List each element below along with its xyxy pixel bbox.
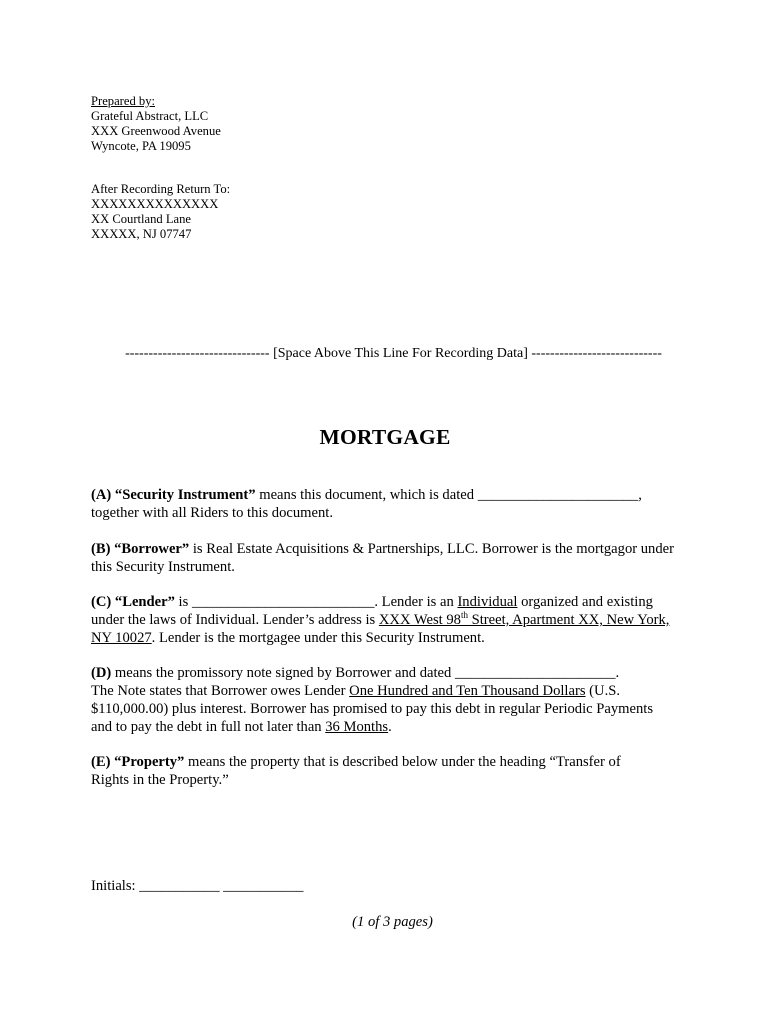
prepared-by-line: Grateful Abstract, LLC bbox=[91, 109, 209, 123]
definition-text: means the property that is described below under the heading “Transfer of bbox=[184, 754, 621, 770]
definition-text: this Security Instrument. bbox=[91, 559, 235, 575]
recording-data-divider: ------------------------------- [Space Above This Line For Recording Data] ---------------------------- bbox=[125, 346, 662, 361]
definition-note bbox=[91, 664, 701, 736]
definition-text: organized and existing bbox=[517, 594, 653, 610]
definition-text: means this document, which is dated bbox=[255, 487, 478, 503]
definition-text: and to pay the debt in full not later than bbox=[91, 719, 326, 735]
date-blank: ______________________ bbox=[477, 487, 639, 503]
lender-name-blank: _________________________ bbox=[191, 594, 375, 610]
definition-property bbox=[91, 753, 701, 789]
definition-label: (D) bbox=[91, 665, 112, 681]
definition-text: $110,000.00) plus interest. Borrower has promised to pay this debt in regular Periodic Payments bbox=[91, 701, 654, 717]
definition-label: (B) “Borrower” bbox=[91, 541, 190, 557]
return-to-line: XXXXX, NJ 07747 bbox=[91, 227, 192, 241]
return-to-heading: After Recording Return To: bbox=[91, 182, 231, 196]
document-title: MORTGAGE bbox=[319, 425, 451, 449]
definition-borrower bbox=[91, 540, 701, 576]
initials-label: Initials: bbox=[91, 878, 140, 894]
lender-address-zip: NY 10027 bbox=[91, 630, 152, 646]
lender-address bbox=[379, 612, 670, 628]
definition-text: Rights in the Property.” bbox=[91, 772, 229, 788]
address-superscript: th bbox=[460, 610, 468, 621]
initials-line bbox=[91, 878, 303, 895]
prepared-by-block bbox=[91, 94, 221, 154]
loan-amount-words: One Hundred and Ten Thousand Dollars bbox=[349, 683, 586, 699]
punctuation: . bbox=[388, 719, 392, 735]
page-number-footer: (1 of 3 pages) bbox=[352, 914, 433, 930]
return-to-line: XXXXXXXXXXXXXX bbox=[91, 197, 219, 211]
definition-text: is bbox=[174, 594, 192, 610]
return-to-line: XX Courtland Lane bbox=[91, 212, 192, 226]
definition-text: (U.S. bbox=[585, 683, 620, 699]
prepared-by-heading: Prepared by: bbox=[91, 94, 155, 108]
initials-blanks: ___________ ___________ bbox=[139, 878, 304, 894]
address-part: XXX West 98 bbox=[378, 612, 461, 628]
definition-text: is Real Estate Acquisitions & Partnerships, LLC. Borrower is the mortgagor under bbox=[189, 541, 674, 557]
lender-type: Individual bbox=[457, 594, 518, 610]
definition-label: (C) “Lender” bbox=[91, 594, 175, 610]
date-blank: ______________________ bbox=[454, 665, 616, 681]
definition-text: . Lender is an bbox=[374, 594, 458, 610]
definition-text: . Lender is the mortgagee under this Security Instrument. bbox=[151, 630, 485, 646]
loan-term: 36 Months bbox=[325, 719, 389, 735]
definition-text: The Note states that Borrower owes Lender bbox=[91, 683, 350, 699]
prepared-by-line: Wyncote, PA 19095 bbox=[91, 139, 191, 153]
prepared-by-line: XXX Greenwood Avenue bbox=[91, 124, 221, 138]
definition-text: together with all Riders to this document. bbox=[91, 505, 333, 521]
definition-label: (A) “Security Instrument” bbox=[91, 487, 256, 503]
definition-text: under the laws of Individual. Lender’s address is bbox=[91, 612, 379, 628]
punctuation: . bbox=[615, 665, 620, 681]
definition-security-instrument bbox=[91, 486, 701, 522]
address-part: Street, Apartment XX, New York, bbox=[467, 612, 670, 628]
punctuation: , bbox=[638, 487, 642, 503]
return-to-block bbox=[91, 182, 230, 242]
definition-lender bbox=[91, 593, 701, 647]
definition-label: (E) “Property” bbox=[91, 754, 185, 770]
definition-text: means the promissory note signed by Borrower and dated bbox=[111, 665, 455, 681]
